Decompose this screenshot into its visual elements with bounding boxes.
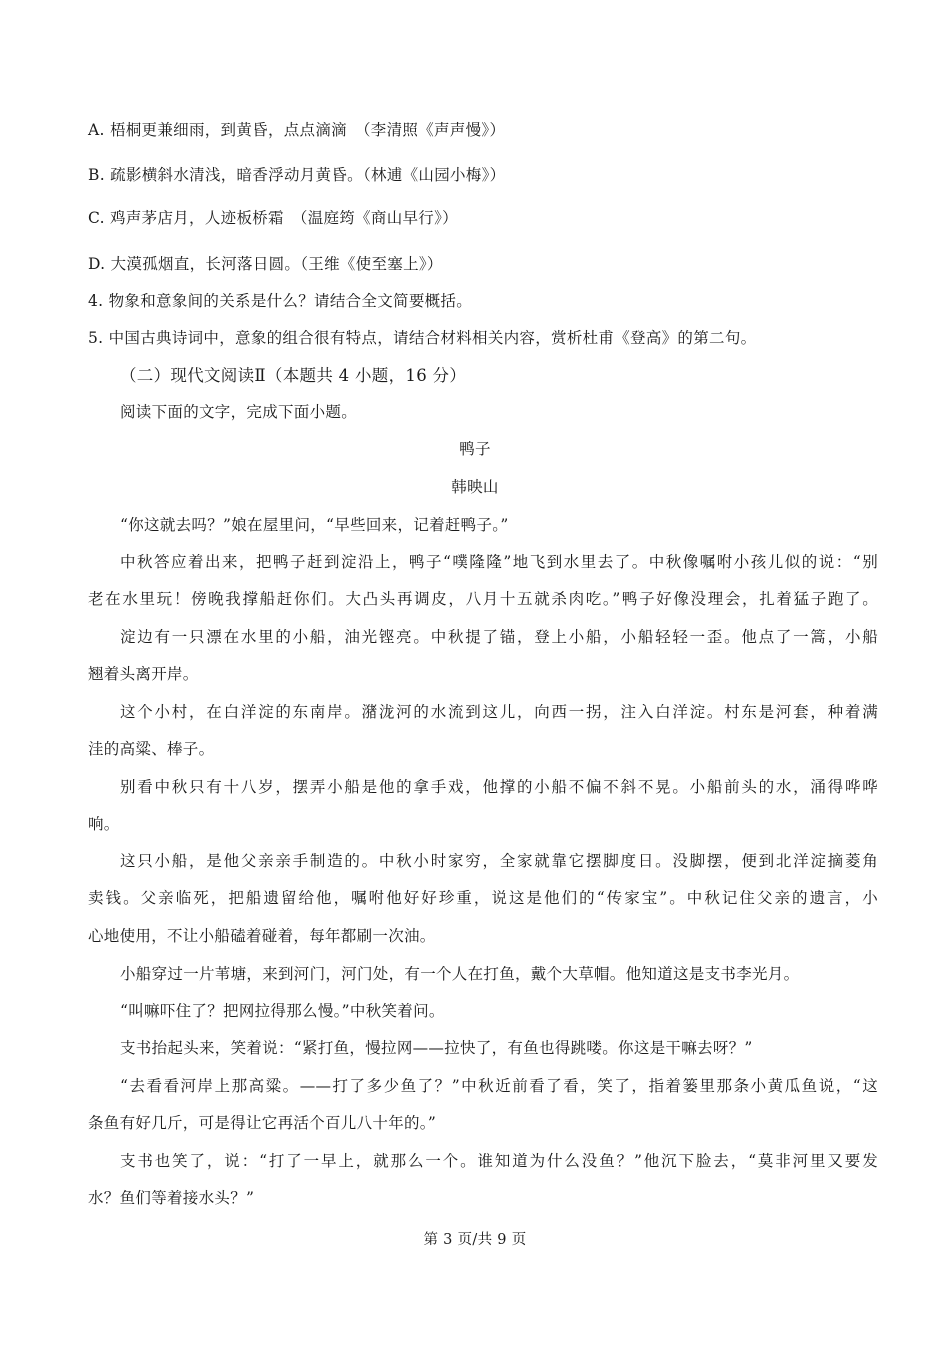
paragraph-3-line-2: 翘着头离开岸。 [88,665,199,683]
paragraph-6-line-1: 这只小船，是他父亲亲手制造的。中秋小时家穷，全家就靠它摆脚度日。没脚摆，便到北洋淀摘菱角 [120,852,878,870]
paragraph-9: 支书抬起头来，笑着说：“紧打鱼，慢拉网——拉快了，有鱼也得跳喽。你这是干嘛去呀？” [120,1039,753,1057]
paragraph-5-line-1: 别看中秋只有十八岁，摆弄小船是他的拿手戏，他撑的小船不偏不斜不晃。小船前头的水，涌得哗哗 [120,778,878,796]
paragraph-11-line-1: 支书也笑了，说：“打了一早上，就那么一个。谁知道为什么没鱼？”他沉下脸去，“莫非河里又要发 [120,1152,878,1170]
page-footer: 第 3 页/共 9 页 [423,1232,527,1248]
paragraph-6-line-3: 心地使用，不让小船磕着碰着，每年都刷一次油。 [88,927,436,945]
paragraph-3-line-1: 淀边有一只漂在水里的小船，油光铿亮。中秋提了锚，登上小船，小船轻轻一歪。他点了一篙，小船 [120,628,878,646]
paragraph-11-line-2: 水？鱼们等着接水头？” [88,1189,255,1207]
option-d: D. 大漠孤烟直，长河落日圆。（王维《使至塞上》） [88,255,443,273]
paragraph-4-line-1: 这个小村，在白洋淀的东南岸。潴泷河的水流到这儿，向西一拐，注入白洋淀。村东是河套，种着满 [120,703,878,721]
paragraph-2-line-2: 老在水里玩！傍晚我撑船赶你们。大凸头再调皮，八月十五就杀肉吃。”鸭子好像没理会，扎着猛子跑了。 [88,590,878,608]
option-c: C. 鸡声茅店月，人迹板桥霜 （温庭筠《商山早行》） [88,209,458,227]
paragraph-4-line-2: 洼的高粱、棒子。 [88,740,215,758]
paragraph-7: 小船穿过一片苇塘，来到河门，河门处，有一个人在打鱼，戴个大草帽。他知道这是支书李光月。 [120,965,800,983]
option-a: A. 梧桐更兼细雨，到黄昏，点点滴滴 （李清照《声声慢》） [88,121,506,139]
paragraph-6-line-2: 卖钱。父亲临死，把船遗留给他，嘱咐他好好珍重，说这是他们的“传家宝”。中秋记住父亲的遗言，小 [88,889,878,907]
question-4: 4. 物象和意象间的关系是什么？请结合全文简要概括。 [88,292,473,310]
story-author: 韩映山 [451,478,499,496]
paragraph-5-line-2: 响。 [88,815,120,833]
option-b: B. 疏影横斜水清浅，暗香浮动月黄昏。（林逋《山园小梅》） [88,166,506,184]
paragraph-10-line-1: “去看看河岸上那高粱。——打了多少鱼了？”中秋近前看了看，笑了，指着篓里那条小黄瓜鱼说，“这 [120,1077,878,1095]
paragraph-2-line-1: 中秋答应着出来，把鸭子赶到淀沿上，鸭子“噗隆隆”地飞到水里去了。中秋像嘱咐小孩儿似的说：“别 [120,553,878,571]
section-heading: （二）现代文阅读Ⅱ（本题共 4 小题，16 分） [120,366,467,385]
paragraph-10-line-2: 条鱼有好几斤，可是得让它再活个百儿八十年的。” [88,1114,437,1132]
story-title: 鸭子 [459,440,491,458]
section-instruction: 阅读下面的文字，完成下面小题。 [120,403,358,421]
paragraph-8: “叫嘛吓住了？把网拉得那么慢。”中秋笑着问。 [120,1002,445,1020]
paragraph-1: “你这就去吗？”娘在屋里问，“早些回来，记着赶鸭子。” [120,516,509,534]
question-5: 5. 中国古典诗词中，意象的组合很有特点，请结合材料相关内容，赏析杜甫《登高》的第二句。 [88,329,757,347]
